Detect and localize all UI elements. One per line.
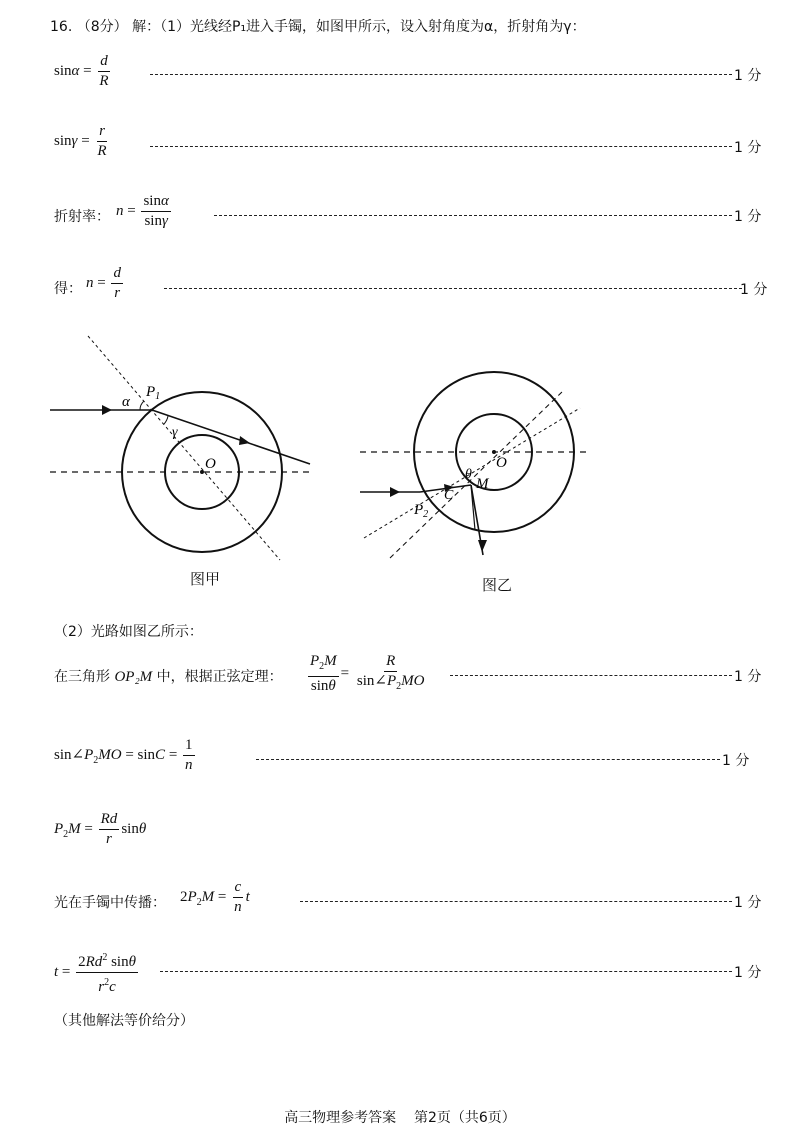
question-header xyxy=(50,16,586,36)
gamma-arc xyxy=(164,416,168,424)
equation-propagation: $2P_2M$ = $\frac{c}{n}$ t xyxy=(180,879,250,915)
equation-sin-gamma: sinγ = $\frac{r}{R}$ xyxy=(54,123,107,159)
equation-row-sin-gamma xyxy=(0,120,800,170)
equation-sin-alpha: sinα = $\frac{d}{R}$ xyxy=(54,53,109,89)
equation-row-sin-alpha xyxy=(0,50,800,100)
equation-p2m: $P_2M$ = $\frac{Rd}{r}$ sinθ xyxy=(54,811,147,847)
score-leader xyxy=(450,675,732,676)
equation-sine-rule: $\frac{P_2M}{\sin\theta}$ = $\frac{R}{\sin\angle P_2MO}$ xyxy=(310,653,425,694)
center-dot xyxy=(200,470,204,474)
arrow-head xyxy=(478,540,487,552)
refraction-label: 折射率： xyxy=(54,209,110,225)
score-leader xyxy=(214,215,732,216)
equation-row-time xyxy=(0,946,800,996)
triangle-label: 在三角形 OP₂M 中，根据正弦定理： xyxy=(54,669,283,685)
equation-row-result xyxy=(0,262,800,312)
equation-critical-angle: $\sin\angle P_2MO = \sin C$ = $\frac{1}{n}$ xyxy=(54,737,193,773)
part2-intro: （2）光路如图乙所示： xyxy=(54,624,203,640)
result-label: 得： xyxy=(54,281,82,297)
score-label: 1 分 xyxy=(734,895,762,911)
gamma-label: γ xyxy=(172,425,178,440)
alternative-solution-note: （其他解法等价给分） xyxy=(54,1013,194,1029)
score-leader xyxy=(164,288,742,289)
score-label: 1 分 xyxy=(734,209,762,225)
score-leader xyxy=(160,971,732,972)
question-number: 16. xyxy=(50,19,73,35)
p2-label: $P_2$ xyxy=(414,502,429,520)
figure-jia-caption: 图甲 xyxy=(190,570,221,588)
o-label: O xyxy=(205,456,216,472)
center-dot xyxy=(492,450,496,454)
equation-row-sine-rule xyxy=(0,650,800,700)
equation-row-p2m xyxy=(0,808,800,858)
m-label: M xyxy=(476,476,489,492)
equation-refraction-index: n = $\frac{\sin\alpha}{\sin\gamma}$ xyxy=(116,193,169,229)
score-leader xyxy=(150,74,732,75)
figure-yi xyxy=(350,360,600,580)
arrow-head xyxy=(390,487,400,497)
normal-line xyxy=(88,336,280,560)
equation-row-critical-angle xyxy=(0,734,800,784)
score-label: 1 分 xyxy=(734,669,762,685)
page-footer: 高三物理参考答案 第2页（共6页） xyxy=(284,1110,516,1126)
score-label: 1 分 xyxy=(734,140,762,156)
equation-row-propagation xyxy=(0,876,800,926)
figure-yi-caption: 图乙 xyxy=(482,576,513,594)
normal-line xyxy=(364,408,580,538)
triangle-name: OP₂M xyxy=(114,669,153,685)
score-leader xyxy=(256,759,720,760)
score-leader xyxy=(300,901,732,902)
score-leader xyxy=(150,146,732,147)
score-label: 1 分 xyxy=(734,965,762,981)
score-label: 1 分 xyxy=(734,68,762,84)
equation-result: n = $\frac{d}{r}$ xyxy=(86,265,121,301)
alpha-arc xyxy=(140,401,144,410)
alpha-label: α xyxy=(122,394,130,410)
propagation-label: 光在手镯中传播： xyxy=(54,895,166,911)
c-label: C xyxy=(444,488,454,503)
o-label: O xyxy=(496,455,507,471)
p1-label: $P_1$ xyxy=(146,384,161,402)
question-points: （8分） xyxy=(76,19,128,35)
theta-label: θ xyxy=(465,467,472,482)
equation-row-refraction xyxy=(0,190,800,240)
score-label: 1 分 xyxy=(722,753,750,769)
question-intro: 解：（1）光线经P₁进入手镯，如图甲所示，设入射角度为α，折射角为γ： xyxy=(132,19,586,35)
figure-jia xyxy=(40,330,330,600)
equation-time: t = $\frac{2Rd^2 \sin\theta}{r^2c}$ xyxy=(54,949,140,996)
score-label: 1 分 xyxy=(740,282,768,298)
arrow-head xyxy=(102,405,112,415)
